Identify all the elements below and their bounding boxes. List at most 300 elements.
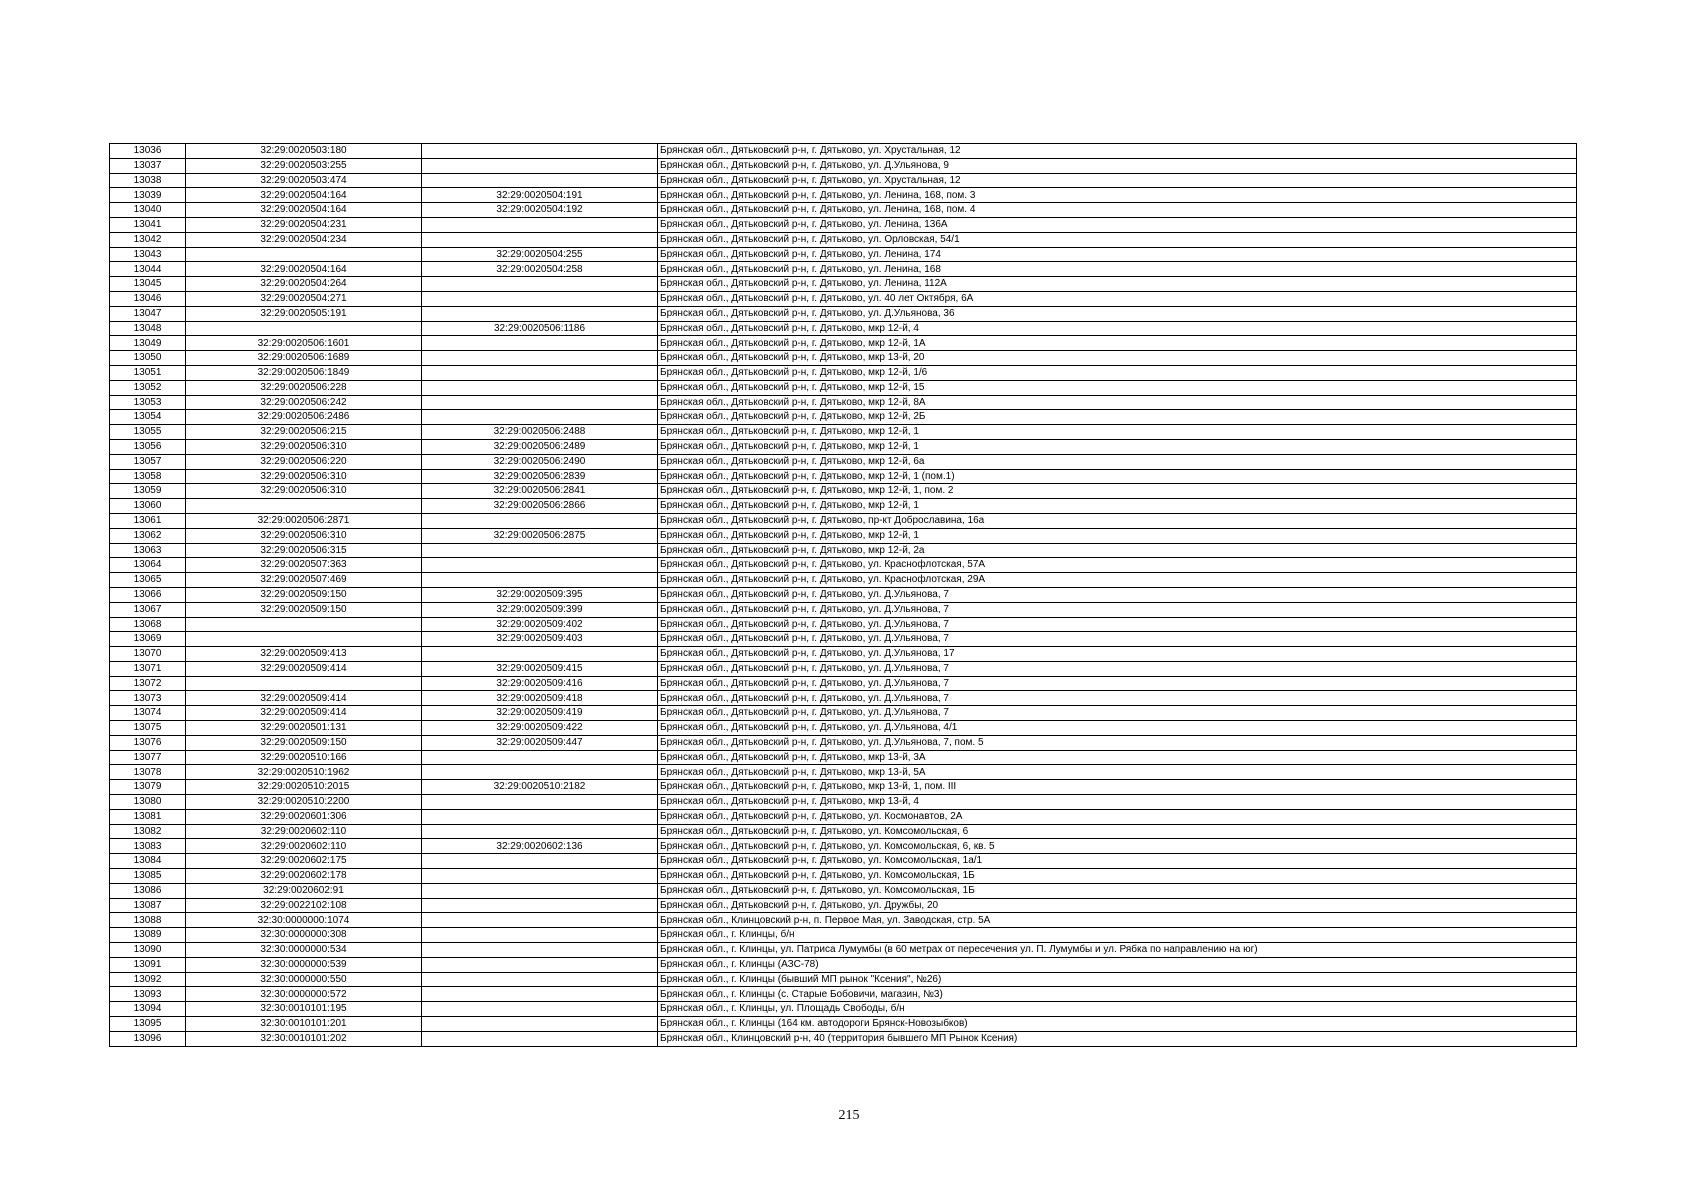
address-cell: Брянская обл., г. Клинцы, ул. Патриса Лумумбы (в 60 метрах от пересечения ул. П. Лумумбы и ул. Рябка по направлению на юг) <box>658 943 1577 958</box>
page-number: 215 <box>838 1108 860 1123</box>
address-cell: Брянская обл., г. Клинцы (164 км. автодороги Брянск-Новозыбков) <box>658 1017 1577 1032</box>
row-number-cell: 13050 <box>110 351 186 366</box>
room-cadastral-number-cell <box>422 1002 658 1017</box>
row-number-cell: 13054 <box>110 410 186 425</box>
table-row <box>110 765 1577 780</box>
table-row <box>110 351 1577 366</box>
address-cell: Брянская обл., Дятьковский р-н, г. Дятьково, ул. Ленина, 174 <box>658 247 1577 262</box>
room-cadastral-number-cell: 32:29:0020506:2488 <box>422 425 658 440</box>
cadastral-number-cell <box>186 676 422 691</box>
row-number-cell: 13090 <box>110 943 186 958</box>
cadastral-number-cell: 32:30:0000000:539 <box>186 957 422 972</box>
cadastral-number-cell: 32:29:0020509:414 <box>186 661 422 676</box>
table-row <box>110 750 1577 765</box>
table-row <box>110 573 1577 588</box>
table-row <box>110 854 1577 869</box>
address-cell: Брянская обл., Дятьковский р-н, г. Дятьково, мкр 12-й, 2а <box>658 543 1577 558</box>
row-number-cell: 13092 <box>110 972 186 987</box>
row-number-cell: 13075 <box>110 721 186 736</box>
table-row <box>110 232 1577 247</box>
table-row <box>110 987 1577 1002</box>
room-cadastral-number-cell <box>422 410 658 425</box>
cadastral-number-cell: 32:29:0020510:2200 <box>186 795 422 810</box>
table-row <box>110 824 1577 839</box>
row-number-cell: 13096 <box>110 1031 186 1046</box>
address-cell: Брянская обл., Дятьковский р-н, г. Дятьково, мкр 12-й, 6а <box>658 454 1577 469</box>
room-cadastral-number-cell: 32:29:0020504:191 <box>422 188 658 203</box>
room-cadastral-number-cell <box>422 1031 658 1046</box>
room-cadastral-number-cell: 32:29:0020504:255 <box>422 247 658 262</box>
room-cadastral-number-cell: 32:29:0020510:2182 <box>422 780 658 795</box>
address-cell: Брянская обл., г. Клинцы (АЗС-78) <box>658 957 1577 972</box>
room-cadastral-number-cell: 32:29:0020506:2839 <box>422 469 658 484</box>
room-cadastral-number-cell <box>422 795 658 810</box>
room-cadastral-number-cell: 32:29:0020504:192 <box>422 203 658 218</box>
room-cadastral-number-cell <box>422 869 658 884</box>
cadastral-number-cell: 32:29:0020506:310 <box>186 484 422 499</box>
row-number-cell: 13070 <box>110 647 186 662</box>
table-row <box>110 558 1577 573</box>
table-row <box>110 661 1577 676</box>
row-number-cell: 13081 <box>110 809 186 824</box>
address-cell: Брянская обл., Дятьковский р-н, г. Дятьково, ул. Ленина, 168, пом. 4 <box>658 203 1577 218</box>
row-number-cell: 13069 <box>110 632 186 647</box>
table-row <box>110 1002 1577 1017</box>
address-cell: Брянская обл., Дятьковский р-н, г. Дятьково, мкр 13-й, 1, пом. III <box>658 780 1577 795</box>
table-row <box>110 277 1577 292</box>
room-cadastral-number-cell <box>422 232 658 247</box>
row-number-cell: 13083 <box>110 839 186 854</box>
row-number-cell: 13049 <box>110 336 186 351</box>
row-number-cell: 13055 <box>110 425 186 440</box>
cadastral-number-cell: 32:29:0020504:264 <box>186 277 422 292</box>
room-cadastral-number-cell: 32:29:0020504:258 <box>422 262 658 277</box>
address-cell: Брянская обл., Дятьковский р-н, г. Дятьково, мкр 12-й, 2Б <box>658 410 1577 425</box>
address-cell: Брянская обл., Дятьковский р-н, г. Дятьково, мкр 12-й, 1, пом. 2 <box>658 484 1577 499</box>
table-row <box>110 587 1577 602</box>
table-row <box>110 632 1577 647</box>
address-cell: Брянская обл., Дятьковский р-н, г. Дятьково, мкр 12-й, 1 <box>658 528 1577 543</box>
table-row <box>110 336 1577 351</box>
table-row <box>110 144 1577 159</box>
room-cadastral-number-cell <box>422 291 658 306</box>
cadastral-number-cell: 32:29:0020506:310 <box>186 439 422 454</box>
address-cell: Брянская обл., Дятьковский р-н, г. Дятьково, ул. Д.Ульянова, 7 <box>658 706 1577 721</box>
row-number-cell: 13071 <box>110 661 186 676</box>
row-number-cell: 13065 <box>110 573 186 588</box>
table-row <box>110 735 1577 750</box>
table-row <box>110 499 1577 514</box>
cadastral-number-cell: 32:29:0020506:315 <box>186 543 422 558</box>
cadastral-number-cell: 32:29:0020510:1962 <box>186 765 422 780</box>
row-number-cell: 13066 <box>110 587 186 602</box>
address-cell: Брянская обл., Дятьковский р-н, г. Дятьково, мкр 12-й, 1 (пом.1) <box>658 469 1577 484</box>
room-cadastral-number-cell: 32:29:0020509:395 <box>422 587 658 602</box>
row-number-cell: 13067 <box>110 602 186 617</box>
row-number-cell: 13093 <box>110 987 186 1002</box>
row-number-cell: 13036 <box>110 144 186 159</box>
room-cadastral-number-cell: 32:29:0020509:418 <box>422 691 658 706</box>
cadastral-number-cell <box>186 632 422 647</box>
room-cadastral-number-cell <box>422 513 658 528</box>
row-number-cell: 13091 <box>110 957 186 972</box>
address-cell: Брянская обл., Дятьковский р-н, г. Дятьково, ул. Д.Ульянова, 7 <box>658 632 1577 647</box>
row-number-cell: 13084 <box>110 854 186 869</box>
cadastral-number-cell: 32:30:0000000:550 <box>186 972 422 987</box>
table-row <box>110 306 1577 321</box>
row-number-cell: 13079 <box>110 780 186 795</box>
cadastral-number-cell: 32:29:0020506:2871 <box>186 513 422 528</box>
row-number-cell: 13038 <box>110 173 186 188</box>
row-number-cell: 13046 <box>110 291 186 306</box>
address-cell: Брянская обл., г. Клинцы (бывший МП рынок "Ксения", №26) <box>658 972 1577 987</box>
room-cadastral-number-cell: 32:29:0020506:2875 <box>422 528 658 543</box>
room-cadastral-number-cell: 32:29:0020506:2866 <box>422 499 658 514</box>
cadastral-number-cell: 32:30:0000000:572 <box>186 987 422 1002</box>
table-row <box>110 809 1577 824</box>
address-cell: Брянская обл., г. Клинцы, б/н <box>658 928 1577 943</box>
table-row <box>110 795 1577 810</box>
row-number-cell: 13078 <box>110 765 186 780</box>
address-cell: Брянская обл., Дятьковский р-н, г. Дятьково, ул. Ленина, 168 <box>658 262 1577 277</box>
address-cell: Брянская обл., Дятьковский р-н, г. Дятьково, мкр 13-й, 4 <box>658 795 1577 810</box>
row-number-cell: 13048 <box>110 321 186 336</box>
table-row <box>110 706 1577 721</box>
row-number-cell: 13052 <box>110 380 186 395</box>
table-row <box>110 943 1577 958</box>
address-cell: Брянская обл., Дятьковский р-н, г. Дятьково, ул. Дружбы, 20 <box>658 898 1577 913</box>
row-number-cell: 13064 <box>110 558 186 573</box>
address-cell: Брянская обл., Дятьковский р-н, г. Дятьково, ул. Д.Ульянова, 7 <box>658 587 1577 602</box>
room-cadastral-number-cell <box>422 913 658 928</box>
address-cell: Брянская обл., Дятьковский р-н, г. Дятьково, ул. Комсомольская, 6, кв. 5 <box>658 839 1577 854</box>
row-number-cell: 13041 <box>110 217 186 232</box>
cadastral-number-cell: 32:29:0020506:242 <box>186 395 422 410</box>
cadastral-number-cell: 32:29:0020506:215 <box>186 425 422 440</box>
table-row <box>110 780 1577 795</box>
row-number-cell: 13076 <box>110 735 186 750</box>
row-number-cell: 13094 <box>110 1002 186 1017</box>
address-cell: Брянская обл., Дятьковский р-н, г. Дятьково, ул. Космонавтов, 2А <box>658 809 1577 824</box>
address-cell: Брянская обл., Дятьковский р-н, г. Дятьково, ул. Комсомольская, 1а/1 <box>658 854 1577 869</box>
table-row <box>110 321 1577 336</box>
table-row <box>110 721 1577 736</box>
table-row <box>110 203 1577 218</box>
address-cell: Брянская обл., Дятьковский р-н, г. Дятьково, ул. Хрустальная, 12 <box>658 144 1577 159</box>
address-cell: Брянская обл., Дятьковский р-н, г. Дятьково, ул. Д.Ульянова, 7 <box>658 691 1577 706</box>
registry-table-body <box>110 144 1577 1047</box>
cadastral-number-cell: 32:30:0010101:202 <box>186 1031 422 1046</box>
cadastral-number-cell <box>186 321 422 336</box>
room-cadastral-number-cell: 32:29:0020509:419 <box>422 706 658 721</box>
cadastral-number-cell <box>186 247 422 262</box>
room-cadastral-number-cell <box>422 158 658 173</box>
cadastral-number-cell: 32:30:0000000:1074 <box>186 913 422 928</box>
room-cadastral-number-cell <box>422 277 658 292</box>
address-cell: Брянская обл., Дятьковский р-н, г. Дятьково, пр-кт Доброславина, 16а <box>658 513 1577 528</box>
table-row <box>110 484 1577 499</box>
room-cadastral-number-cell <box>422 943 658 958</box>
room-cadastral-number-cell <box>422 898 658 913</box>
address-cell: Брянская обл., Дятьковский р-н, г. Дятьково, ул. Краснофлотская, 29А <box>658 573 1577 588</box>
cadastral-number-cell: 32:29:0020602:91 <box>186 883 422 898</box>
table-row <box>110 158 1577 173</box>
address-cell: Брянская обл., Дятьковский р-н, г. Дятьково, мкр 12-й, 1 <box>658 425 1577 440</box>
address-cell: Брянская обл., Дятьковский р-н, г. Дятьково, ул. Д.Ульянова, 7 <box>658 602 1577 617</box>
cadastral-number-cell: 32:29:0020503:180 <box>186 144 422 159</box>
room-cadastral-number-cell <box>422 647 658 662</box>
room-cadastral-number-cell: 32:29:0020506:2841 <box>422 484 658 499</box>
table-row <box>110 291 1577 306</box>
table-row <box>110 898 1577 913</box>
table-row <box>110 262 1577 277</box>
table-row <box>110 957 1577 972</box>
address-cell: Брянская обл., Клинцовский р-н, п. Первое Мая, ул. Заводская, стр. 5А <box>658 913 1577 928</box>
table-row <box>110 217 1577 232</box>
cadastral-number-cell: 32:29:0020506:310 <box>186 469 422 484</box>
address-cell: Брянская обл., Дятьковский р-н, г. Дятьково, ул. Д.Ульянова, 36 <box>658 306 1577 321</box>
table-row <box>110 676 1577 691</box>
address-cell: Брянская обл., Дятьковский р-н, г. Дятьково, ул. Ленина, 136А <box>658 217 1577 232</box>
cadastral-number-cell: 32:29:0020506:310 <box>186 528 422 543</box>
row-number-cell: 13085 <box>110 869 186 884</box>
room-cadastral-number-cell <box>422 144 658 159</box>
table-row <box>110 425 1577 440</box>
row-number-cell: 13043 <box>110 247 186 262</box>
cadastral-number-cell: 32:29:0020503:474 <box>186 173 422 188</box>
cadastral-number-cell: 32:29:0020509:414 <box>186 706 422 721</box>
table-row <box>110 247 1577 262</box>
table-row <box>110 869 1577 884</box>
room-cadastral-number-cell: 32:29:0020509:415 <box>422 661 658 676</box>
address-cell: Брянская обл., Дятьковский р-н, г. Дятьково, ул. Д.Ульянова, 9 <box>658 158 1577 173</box>
address-cell: Брянская обл., Дятьковский р-н, г. Дятьково, ул. Д.Ульянова, 4/1 <box>658 721 1577 736</box>
cadastral-number-cell: 32:29:0022102:108 <box>186 898 422 913</box>
address-cell: Брянская обл., Дятьковский р-н, г. Дятьково, ул. Д.Ульянова, 7 <box>658 617 1577 632</box>
address-cell: Брянская обл., Дятьковский р-н, г. Дятьково, мкр 12-й, 1/6 <box>658 365 1577 380</box>
room-cadastral-number-cell <box>422 750 658 765</box>
table-row <box>110 928 1577 943</box>
room-cadastral-number-cell <box>422 573 658 588</box>
address-cell: Брянская обл., Дятьковский р-н, г. Дятьково, ул. Орловская, 54/1 <box>658 232 1577 247</box>
address-cell: Брянская обл., Дятьковский р-н, г. Дятьково, ул. Комсомольская, 1Б <box>658 883 1577 898</box>
address-cell: Брянская обл., Дятьковский р-н, г. Дятьково, мкр 13-й, 5А <box>658 765 1577 780</box>
row-number-cell: 13062 <box>110 528 186 543</box>
room-cadastral-number-cell <box>422 380 658 395</box>
cadastral-number-cell: 32:29:0020509:150 <box>186 602 422 617</box>
room-cadastral-number-cell: 32:29:0020509:403 <box>422 632 658 647</box>
cadastral-number-cell: 32:29:0020504:231 <box>186 217 422 232</box>
row-number-cell: 13044 <box>110 262 186 277</box>
room-cadastral-number-cell: 32:29:0020509:447 <box>422 735 658 750</box>
cadastral-number-cell: 32:30:0010101:201 <box>186 1017 422 1032</box>
cadastral-number-cell: 32:29:0020602:110 <box>186 839 422 854</box>
cadastral-number-cell: 32:29:0020602:110 <box>186 824 422 839</box>
room-cadastral-number-cell <box>422 765 658 780</box>
cadastral-number-cell: 32:29:0020509:150 <box>186 735 422 750</box>
table-row <box>110 602 1577 617</box>
room-cadastral-number-cell: 32:29:0020509:399 <box>422 602 658 617</box>
address-cell: Брянская обл., Дятьковский р-н, г. Дятьково, ул. Краснофлотская, 57А <box>658 558 1577 573</box>
room-cadastral-number-cell <box>422 365 658 380</box>
table-row <box>110 528 1577 543</box>
table-row <box>110 513 1577 528</box>
table-row <box>110 173 1577 188</box>
room-cadastral-number-cell <box>422 957 658 972</box>
cadastral-number-cell: 32:30:0000000:308 <box>186 928 422 943</box>
row-number-cell: 13087 <box>110 898 186 913</box>
table-row <box>110 1017 1577 1032</box>
table-row <box>110 439 1577 454</box>
row-number-cell: 13080 <box>110 795 186 810</box>
row-number-cell: 13086 <box>110 883 186 898</box>
cadastral-number-cell: 32:29:0020501:131 <box>186 721 422 736</box>
address-cell: Брянская обл., Дятьковский р-н, г. Дятьково, ул. Комсомольская, 1Б <box>658 869 1577 884</box>
room-cadastral-number-cell: 32:29:0020506:2490 <box>422 454 658 469</box>
room-cadastral-number-cell <box>422 987 658 1002</box>
cadastral-number-cell: 32:29:0020507:469 <box>186 573 422 588</box>
cadastral-number-cell: 32:29:0020510:2015 <box>186 780 422 795</box>
cadastral-number-cell: 32:29:0020506:2486 <box>186 410 422 425</box>
room-cadastral-number-cell: 32:29:0020602:136 <box>422 839 658 854</box>
table-row <box>110 188 1577 203</box>
cadastral-number-cell: 32:29:0020509:414 <box>186 691 422 706</box>
row-number-cell: 13059 <box>110 484 186 499</box>
table-row <box>110 543 1577 558</box>
table-row <box>110 380 1577 395</box>
row-number-cell: 13095 <box>110 1017 186 1032</box>
cadastral-number-cell: 32:29:0020506:1849 <box>186 365 422 380</box>
row-number-cell: 13057 <box>110 454 186 469</box>
room-cadastral-number-cell: 32:29:0020506:1186 <box>422 321 658 336</box>
address-cell: Брянская обл., Дятьковский р-н, г. Дятьково, мкр 12-й, 1 <box>658 499 1577 514</box>
row-number-cell: 13073 <box>110 691 186 706</box>
table-row <box>110 972 1577 987</box>
cadastral-number-cell: 32:29:0020504:164 <box>186 203 422 218</box>
cadastral-number-cell: 32:30:0010101:195 <box>186 1002 422 1017</box>
table-row <box>110 365 1577 380</box>
cadastral-number-cell: 32:29:0020506:1601 <box>186 336 422 351</box>
address-cell: Брянская обл., Дятьковский р-н, г. Дятьково, мкр 12-й, 1А <box>658 336 1577 351</box>
cadastral-number-cell <box>186 499 422 514</box>
cadastral-number-cell: 32:29:0020509:150 <box>186 587 422 602</box>
cadastral-number-cell: 32:29:0020505:191 <box>186 306 422 321</box>
address-cell: Брянская обл., Клинцовский р-н, 40 (территория бывшего МП Рынок Ксения) <box>658 1031 1577 1046</box>
row-number-cell: 13039 <box>110 188 186 203</box>
table-row <box>110 839 1577 854</box>
cadastral-number-cell: 32:29:0020602:178 <box>186 869 422 884</box>
cadastral-number-cell: 32:29:0020504:234 <box>186 232 422 247</box>
cadastral-number-cell: 32:29:0020504:271 <box>186 291 422 306</box>
room-cadastral-number-cell <box>422 395 658 410</box>
room-cadastral-number-cell: 32:29:0020509:402 <box>422 617 658 632</box>
row-number-cell: 13056 <box>110 439 186 454</box>
row-number-cell: 13077 <box>110 750 186 765</box>
table-row <box>110 469 1577 484</box>
table-row <box>110 691 1577 706</box>
table-row <box>110 647 1577 662</box>
row-number-cell: 13074 <box>110 706 186 721</box>
table-row <box>110 883 1577 898</box>
cadastral-number-cell: 32:29:0020602:175 <box>186 854 422 869</box>
cadastral-number-cell: 32:29:0020507:363 <box>186 558 422 573</box>
address-cell: Брянская обл., Дятьковский р-н, г. Дятьково, мкр 12-й, 4 <box>658 321 1577 336</box>
address-cell: Брянская обл., Дятьковский р-н, г. Дятьково, ул. 40 лет Октября, 6А <box>658 291 1577 306</box>
address-cell: Брянская обл., Дятьковский р-н, г. Дятьково, ул. Д.Ульянова, 7 <box>658 661 1577 676</box>
room-cadastral-number-cell <box>422 1017 658 1032</box>
room-cadastral-number-cell <box>422 824 658 839</box>
registry-table <box>109 143 1577 1047</box>
row-number-cell: 13042 <box>110 232 186 247</box>
row-number-cell: 13072 <box>110 676 186 691</box>
row-number-cell: 13047 <box>110 306 186 321</box>
room-cadastral-number-cell <box>422 972 658 987</box>
cadastral-number-cell: 32:30:0000000:534 <box>186 943 422 958</box>
address-cell: Брянская обл., Дятьковский р-н, г. Дятьково, мкр 13-й, 20 <box>658 351 1577 366</box>
row-number-cell: 13063 <box>110 543 186 558</box>
cadastral-number-cell: 32:29:0020510:166 <box>186 750 422 765</box>
address-cell: Брянская обл., Дятьковский р-н, г. Дятьково, ул. Д.Ульянова, 7 <box>658 676 1577 691</box>
address-cell: Брянская обл., Дятьковский р-н, г. Дятьково, ул. Хрустальная, 12 <box>658 173 1577 188</box>
address-cell: Брянская обл., Дятьковский р-н, г. Дятьково, ул. Ленина, 168, пом. 3 <box>658 188 1577 203</box>
row-number-cell: 13037 <box>110 158 186 173</box>
cadastral-number-cell: 32:29:0020506:1689 <box>186 351 422 366</box>
table-row <box>110 617 1577 632</box>
address-cell: Брянская обл., Дятьковский р-н, г. Дятьково, мкр 13-й, 3А <box>658 750 1577 765</box>
address-cell: Брянская обл., Дятьковский р-н, г. Дятьково, мкр 12-й, 15 <box>658 380 1577 395</box>
address-cell: Брянская обл., Дятьковский р-н, г. Дятьково, ул. Д.Ульянова, 17 <box>658 647 1577 662</box>
room-cadastral-number-cell <box>422 854 658 869</box>
row-number-cell: 13082 <box>110 824 186 839</box>
row-number-cell: 13045 <box>110 277 186 292</box>
cadastral-number-cell: 32:29:0020509:413 <box>186 647 422 662</box>
room-cadastral-number-cell <box>422 217 658 232</box>
cadastral-number-cell <box>186 617 422 632</box>
table-row <box>110 395 1577 410</box>
row-number-cell: 13058 <box>110 469 186 484</box>
room-cadastral-number-cell: 32:29:0020509:422 <box>422 721 658 736</box>
row-number-cell: 13053 <box>110 395 186 410</box>
room-cadastral-number-cell <box>422 351 658 366</box>
row-number-cell: 13051 <box>110 365 186 380</box>
table-row <box>110 1031 1577 1046</box>
table-row <box>110 410 1577 425</box>
address-cell: Брянская обл., Дятьковский р-н, г. Дятьково, мкр 12-й, 1 <box>658 439 1577 454</box>
row-number-cell: 13040 <box>110 203 186 218</box>
address-cell: Брянская обл., Дятьковский р-н, г. Дятьково, ул. Д.Ульянова, 7, пом. 5 <box>658 735 1577 750</box>
row-number-cell: 13060 <box>110 499 186 514</box>
cadastral-number-cell: 32:29:0020503:255 <box>186 158 422 173</box>
row-number-cell: 13068 <box>110 617 186 632</box>
address-cell: Брянская обл., г. Клинцы, ул. Площадь Свободы, б/н <box>658 1002 1577 1017</box>
table-row <box>110 913 1577 928</box>
table-row <box>110 454 1577 469</box>
cadastral-number-cell: 32:29:0020601:306 <box>186 809 422 824</box>
room-cadastral-number-cell <box>422 558 658 573</box>
address-cell: Брянская обл., Дятьковский р-н, г. Дятьково, мкр 12-й, 8А <box>658 395 1577 410</box>
room-cadastral-number-cell <box>422 306 658 321</box>
row-number-cell: 13061 <box>110 513 186 528</box>
room-cadastral-number-cell <box>422 173 658 188</box>
cadastral-number-cell: 32:29:0020506:228 <box>186 380 422 395</box>
cadastral-number-cell: 32:29:0020504:164 <box>186 262 422 277</box>
address-cell: Брянская обл., Дятьковский р-н, г. Дятьково, ул. Комсомольская, 6 <box>658 824 1577 839</box>
room-cadastral-number-cell: 32:29:0020506:2489 <box>422 439 658 454</box>
row-number-cell: 13089 <box>110 928 186 943</box>
row-number-cell: 13088 <box>110 913 186 928</box>
room-cadastral-number-cell <box>422 883 658 898</box>
room-cadastral-number-cell <box>422 336 658 351</box>
